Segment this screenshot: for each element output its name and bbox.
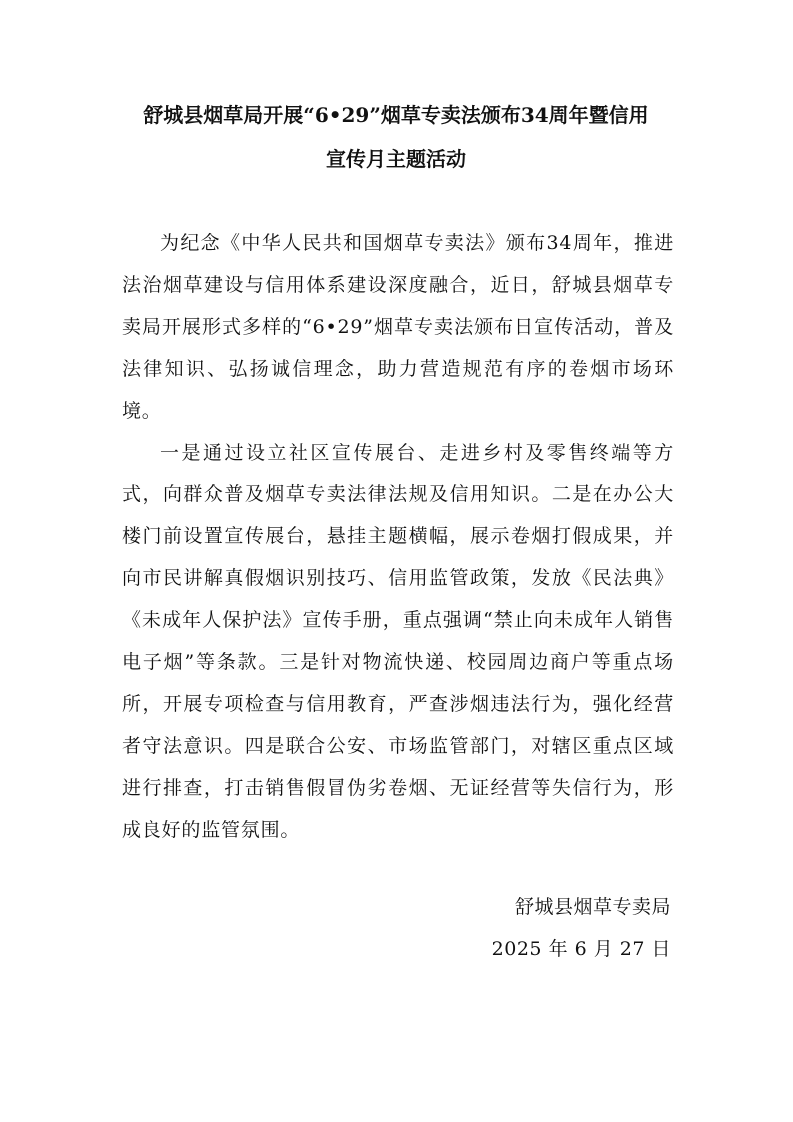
- document-title-line-1: 舒城县烟草局开展“6•29”烟草专卖法颁布34周年暨信用: [143, 103, 649, 127]
- paragraph-activities: 一是通过设立社区宣传展台、走进乡村及零售终端等方式，向群众普及烟草专卖法律法规及信用知识。二是在办公大楼门前设置宣传展台，悬挂主题横幅，展示卷烟打假成果，并向市民讲解真假烟识别技巧、信用监管政策，发放《民法典》《未成年人保护法》宣传手册，重点强调“禁止向未成年人销售电子烟”等条款。三是针对物流快递、校园周边商户等重点场所，开展专项检查与信用教育，严查涉烟违法行为，强化经营者守法意识。四是联合公安、市场监管部门，对辖区重点区域进行排查，打击销售假冒伪劣卷烟、无证经营等失信行为，形成良好的监管氛围。: [122, 441, 674, 841]
- document-title-line-2: 宣传月主题活动: [326, 147, 466, 171]
- signature-date: 2025 年 6 月 27 日: [491, 938, 671, 960]
- signature-organization: 舒城县烟草专卖局: [514, 896, 671, 918]
- document-body: [122, 223, 674, 852]
- paragraph-intro: 为纪念《中华人民共和国烟草专卖法》颁布34周年，推进法治烟草建设与信用体系建设深度融合，近日，舒城县烟草专卖局开展形式多样的“6•29”烟草专卖法颁布日宣传活动，普及法律知识、弘扬诚信理念，助力营造规范有序的卷烟市场环境。: [122, 232, 674, 422]
